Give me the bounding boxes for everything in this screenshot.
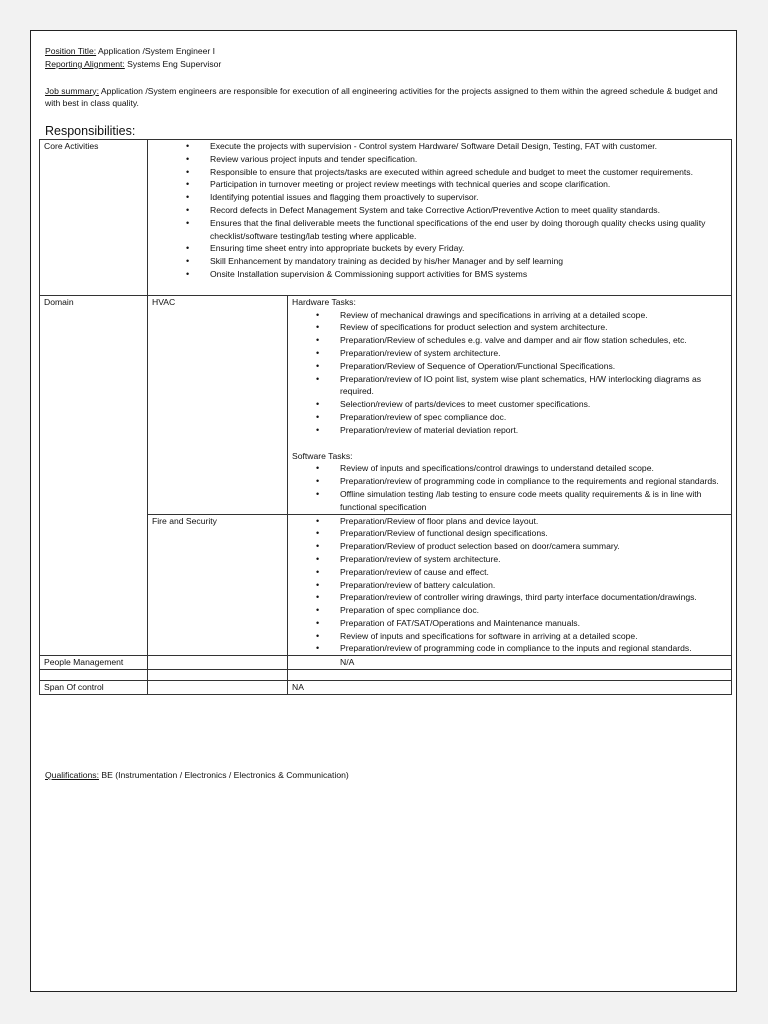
domain-hvac-row bbox=[40, 295, 732, 514]
span-of-control-row bbox=[40, 681, 732, 695]
qualifications-value: BE (Instrumentation / Electronics / Electronics & Communication) bbox=[101, 770, 349, 780]
fire-security-task-item: • Preparation/review of programming code in compliance to the inputs and regional standards. bbox=[328, 642, 727, 655]
fire-security-task-item: • Review of inputs and specifications for software in arriving at a detailed scope. bbox=[328, 630, 727, 643]
software-tasks-title: Software Tasks: bbox=[292, 450, 353, 461]
qualifications-line bbox=[45, 769, 349, 782]
core-activity-item: • Identifying potential issues and flagging them proactively to supervisor. bbox=[198, 191, 727, 204]
fire-security-task-item: • Preparation/review of battery calculation. bbox=[328, 579, 727, 592]
hardware-task-item: • Review of specifications for product selection and system architecture. bbox=[328, 321, 727, 334]
people-management-label: People Management bbox=[40, 656, 148, 670]
fire-security-task-item: • Preparation/Review of product selection based on door/camera summary. bbox=[328, 540, 727, 553]
core-activity-item: • Record defects in Defect Management System and take Corrective Action/Preventive Action to meet quality standards. bbox=[198, 204, 727, 217]
core-activities-row bbox=[40, 140, 732, 296]
reporting-alignment-label: Reporting Alignment: bbox=[45, 58, 125, 69]
core-activity-item: • Skill Enhancement by mandatory training as decided by his/her Manager and by self learning bbox=[198, 255, 727, 268]
people-management-value: N/A bbox=[340, 657, 355, 668]
position-title-label: Position Title: bbox=[45, 46, 97, 56]
blank-row bbox=[40, 670, 732, 681]
hardware-task-item: • Preparation/review of system architecture. bbox=[328, 347, 727, 360]
core-activity-item: • Ensuring time sheet entry into appropriate buckets by every Friday. bbox=[198, 242, 727, 255]
hvac-tasks-cell bbox=[288, 295, 732, 514]
core-activity-item: • Review various project inputs and tender specification. bbox=[198, 153, 727, 166]
core-activity-item: • Participation in turnover meeting or project review meetings with technical queries and scope clarification. bbox=[198, 178, 727, 191]
software-task-item: • Preparation/review of programming code in compliance to the requirements and regional standards. bbox=[328, 475, 727, 488]
responsibilities-heading: Responsibilities: bbox=[45, 124, 136, 138]
hardware-task-item: • Preparation/Review of Sequence of Operation/Functional Specifications. bbox=[328, 360, 727, 373]
hardware-tasks-title: Hardware Tasks: bbox=[292, 296, 356, 307]
hardware-task-item: • Preparation/review of IO point list, system wise plant schematics, H/W interlocking diagrams as required. bbox=[328, 373, 727, 399]
job-summary-label: Job summary: bbox=[45, 85, 99, 96]
core-activities-list bbox=[152, 140, 727, 281]
core-activity-item: • Onsite Installation supervision & Commissioning support activities for BMS systems bbox=[198, 268, 727, 281]
fire-security-task-item: • Preparation/Review of floor plans and device layout. bbox=[328, 515, 727, 528]
fire-security-task-item: • Preparation/Review of functional design specifications. bbox=[328, 527, 727, 540]
fire-security-task-item: • Preparation of FAT/SAT/Operations and Maintenance manuals. bbox=[328, 617, 727, 630]
fire-security-task-item: • Preparation/review of cause and effect. bbox=[328, 566, 727, 579]
core-activities-cell bbox=[148, 140, 732, 296]
fire-security-label: Fire and Security bbox=[148, 514, 288, 656]
job-summary bbox=[45, 85, 731, 111]
core-activity-item: • Responsible to ensure that projects/tasks are executed within agreed schedule and budget to meet the customer requirements. bbox=[198, 166, 727, 179]
qualifications-label: Qualifications: bbox=[45, 770, 99, 780]
position-title-line bbox=[45, 45, 731, 58]
fire-security-tasks-list bbox=[292, 515, 727, 656]
hardware-task-item: • Preparation/Review of schedules e.g. valve and damper and air flow station schedules, etc. bbox=[328, 334, 727, 347]
job-summary-value: Application /System engineers are responsible for execution of all engineering activities for the projects assigned to them within the agreed schedule & budget and with best in class quality. bbox=[45, 85, 718, 109]
hvac-label: HVAC bbox=[148, 295, 288, 514]
reporting-alignment-line bbox=[45, 58, 731, 71]
domain-label: Domain bbox=[40, 295, 148, 656]
fire-security-task-item: • Preparation of spec compliance doc. bbox=[328, 604, 727, 617]
reporting-alignment-value: Systems Eng Supervisor bbox=[127, 58, 222, 69]
fire-security-task-item: • Preparation/review of system architecture. bbox=[328, 553, 727, 566]
position-title-value: Application /System Engineer I bbox=[98, 46, 216, 56]
people-management-row bbox=[40, 656, 732, 670]
core-activity-item: • Ensures that the final deliverable meets the functional specifications of the end user by doing thorough quality checks using quality checklist/software testing/lab testing where applicable. bbox=[198, 217, 727, 243]
span-of-control-label: Span Of control bbox=[40, 681, 148, 695]
responsibilities-table bbox=[39, 139, 732, 695]
hardware-task-item: • Selection/review of parts/devices to meet customer specifications. bbox=[328, 398, 727, 411]
hardware-task-item: • Review of mechanical drawings and specifications in arriving at a detailed scope. bbox=[328, 309, 727, 322]
core-activities-label: Core Activities bbox=[40, 140, 148, 296]
hardware-tasks-list bbox=[292, 309, 727, 437]
hardware-task-item: • Preparation/review of spec compliance doc. bbox=[328, 411, 727, 424]
document-header bbox=[45, 45, 731, 110]
document-page bbox=[30, 30, 737, 992]
span-of-control-value: NA bbox=[288, 681, 732, 695]
core-activity-item: • Execute the projects with supervision - Control system Hardware/ Software Detail Design, Testing, FAT with customer. bbox=[198, 140, 727, 153]
software-task-item: • Review of inputs and specifications/control drawings to understand detailed scope. bbox=[328, 462, 727, 475]
software-task-item: • Offline simulation testing /lab testing to ensure code meets quality requirements & is in line with functional specification bbox=[328, 488, 727, 514]
software-tasks-list bbox=[292, 462, 727, 513]
hardware-task-item: • Preparation/review of material deviation report. bbox=[328, 424, 727, 437]
fire-security-tasks-cell bbox=[288, 514, 732, 656]
fire-security-task-item: • Preparation/review of controller wiring drawings, third party interface documentation/drawings. bbox=[328, 591, 727, 604]
